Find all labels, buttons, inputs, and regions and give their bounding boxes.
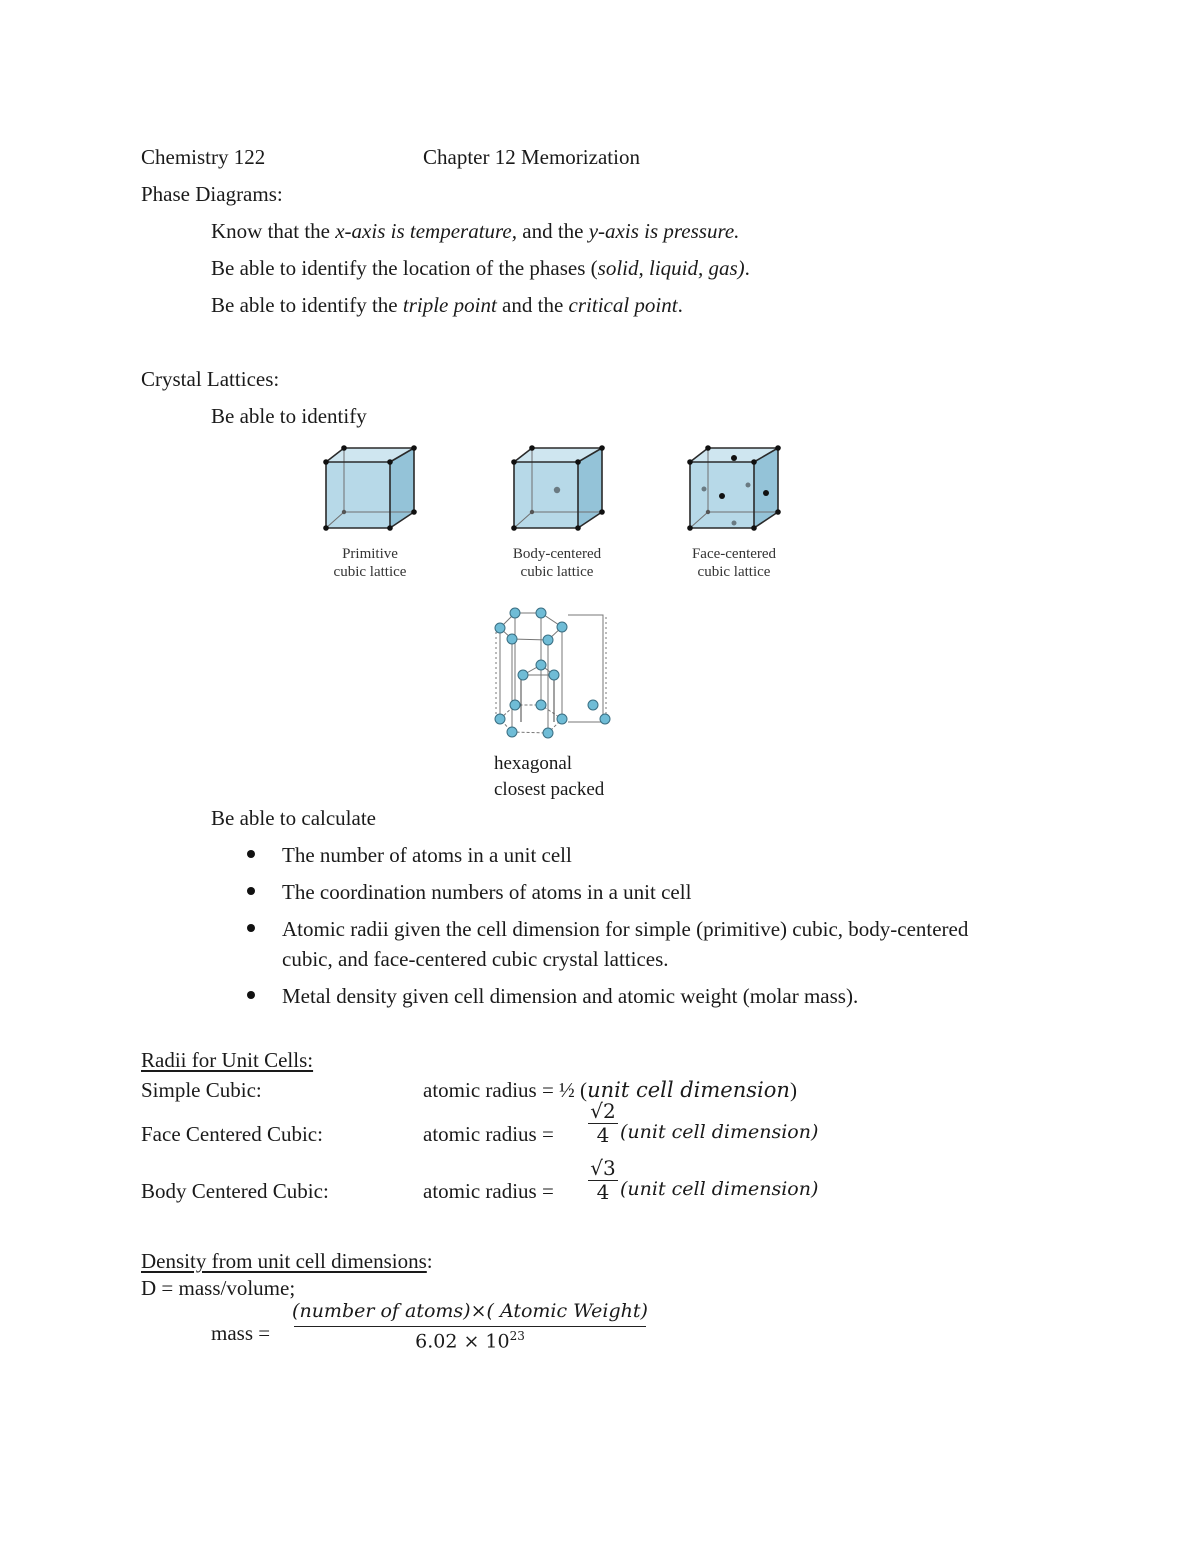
bcc-formula-expr: (unit cell dimension) [620,1178,819,1200]
calc-heading: Be able to calculate [211,806,376,830]
face-centered-cubic-lattice-figure [682,442,786,538]
radii-heading: Radii for Unit Cells: [141,1048,314,1072]
hexagonal-closest-packed-figure [493,602,613,740]
phase-heading: Phase Diagrams: [141,182,283,206]
mass-numerator: (number of atoms)×( Atomic Weight) [292,1300,648,1322]
calc-bullet-4: Metal density given cell dimension and atomic weight (molar mass). [282,984,859,1008]
bcc-label: Body Centered Cubic: [141,1179,329,1203]
bullet-dot [247,887,255,895]
bullet-dot [247,924,255,932]
simple-cubic-label: Simple Cubic: [141,1078,262,1102]
crystal-heading: Crystal Lattices: [141,367,280,391]
body-centered-caption: Body-centered cubic lattice [512,546,602,580]
primitive-caption: Primitive cubic lattice [333,546,407,580]
body-centered-cubic-lattice-figure [506,442,610,538]
bullet-dot [247,991,255,999]
phase-line-3: Be able to identify the triple point and the critical point. [211,293,683,317]
calc-bullet-3-line-1: Atomic radii given the cell dimension for simple (primitive) cubic, body-centered [282,917,969,941]
calc-bullet-2: The coordination numbers of atoms in a unit cell [282,880,692,904]
density-heading: Density from unit cell dimensions: [141,1249,433,1273]
fraction-bar [294,1326,646,1327]
bcc-fraction: √3 4 [586,1157,620,1203]
calc-bullet-1: The number of atoms in a unit cell [282,843,572,867]
course-title: Chemistry 122 [141,145,266,169]
chapter-title: Chapter 12 Memorization [423,145,640,169]
mass-fraction [290,1300,650,1353]
density-definition: D = mass/volume; [141,1276,296,1300]
calc-bullet-3-line-2: cubic, and face-centered cubic crystal lattices. [282,947,669,971]
fcc-fraction: √2 4 [586,1100,620,1146]
mass-lhs: mass = [211,1321,271,1345]
hcp-caption: hexagonal closest packed [494,753,605,801]
fcc-formula-expr: (unit cell dimension) [620,1121,819,1143]
crystal-identify: Be able to identify [211,404,367,428]
phase-line-2: Be able to identify the location of the phases (solid, liquid, gas). [211,256,750,280]
bcc-formula-lhs: atomic radius = [423,1179,554,1203]
fcc-label: Face Centered Cubic: [141,1122,323,1146]
face-centered-caption: Face-centered cubic lattice [691,546,777,580]
fcc-formula-lhs: atomic radius = [423,1122,554,1146]
phase-line-1: Know that the x-axis is temperature, and the y-axis is pressure. [211,219,740,243]
bullet-dot [247,850,255,858]
simple-cubic-formula: atomic radius = ½ (unit cell dimension) [423,1078,797,1102]
mass-denominator: $6.02 \times 10^{23}$ [415,1328,525,1353]
primitive-cubic-lattice-figure [318,442,422,538]
